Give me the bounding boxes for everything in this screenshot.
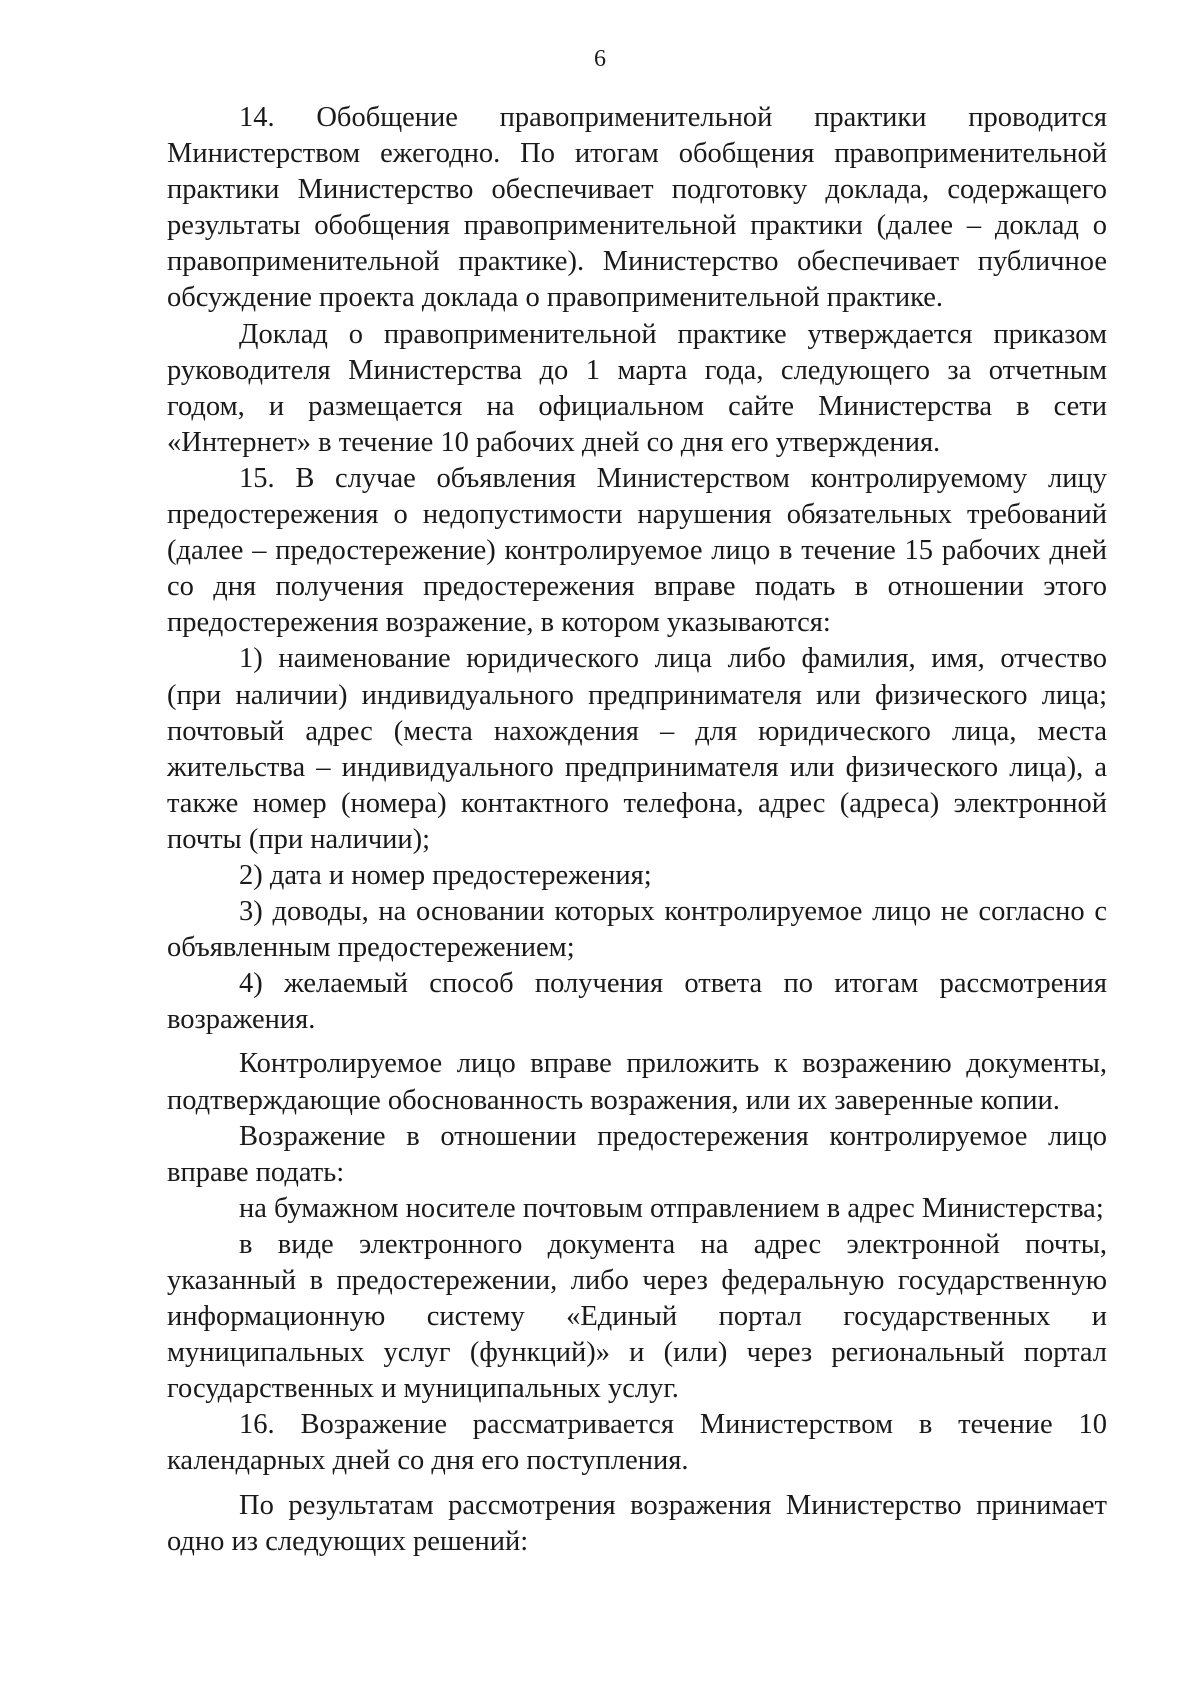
- paragraph-paper-submission: на бумажном носителе почтовым отправлением в адрес Министерства;: [239, 1192, 1104, 1224]
- paragraph-electronic-submission: в виде электронного документа на адрес электронной почты, указанный в предостережении, либо через федеральную государственную информационную систему «Единый портал государственных и муниципальных услуг (функций)» и (или) через региональный портал государственных и муниципальных услуг.: [167, 1228, 1107, 1405]
- paragraph-16-review: 16. Возражение рассматривается Министерством в течение 10 календарных дней со дня его поступления.: [167, 1409, 1107, 1477]
- document-body: [167, 100, 1107, 1560]
- page-number: 6: [594, 46, 606, 72]
- paragraph-objection-submission: Возражение в отношении предостережения контролируемое лицо вправе подать:: [167, 1120, 1107, 1188]
- list-item-4-response-method: 4) желаемый способ получения ответа по итогам рассмотрения возражения.: [167, 968, 1107, 1036]
- paragraph-attach-documents: Контролируемое лицо вправе приложить к возражению документы, подтверждающие обоснованность возражения, или их заверенные копии.: [167, 1048, 1107, 1116]
- paragraph-decisions: По результатам рассмотрения возражения Министерство принимает одно из следующих решений:: [167, 1489, 1107, 1557]
- list-item-1-name-address: 1) наименование юридического лица либо фамилия, имя, отчество (при наличии) индивидуального предпринимателя или физического лица; почтовый адрес (места нахождения – для юридического лица, места жительства – индивидуального предпринимателя или физического лица), а также номер (номера) контактного телефона, адрес (адреса) электронной почты (при наличии);: [167, 643, 1107, 855]
- list-item-3-arguments: 3) доводы, на основании которых контролируемое лицо не согласно с объявленным предостережением;: [167, 896, 1107, 964]
- paragraph-15-objection: 15. В случае объявления Министерством контролируемому лицу предостережения о недопустимости нарушения обязательных требований (далее – предостережение) контролируемое лицо в течение 15 рабочих дней со дня получения предостережения вправе подать в отношении этого предостережения возражение, в котором указываются:: [167, 462, 1107, 639]
- paragraph-report-approval: Доклад о правоприменительной практике утверждается приказом руководителя Министерства до 1 марта года, следующего за отчетным годом, и размещается на официальном сайте Министерства в сети «Интернет» в течение 10 рабочих дней со дня его утверждения.: [167, 318, 1107, 458]
- paragraph-14-generalization: 14. Обобщение правоприменительной практики проводится Министерством ежегодно. По итогам обобщения правоприменительной практики Министерство обеспечивает подготовку доклада, содержащего результаты обобщения правоприменительной практики (далее – доклад о правоприменительной практике). Министерство обеспечивает публичное обсуждение проекта доклада о правоприменительной практике.: [167, 102, 1107, 314]
- list-item-2-date-number: 2) дата и номер предостережения;: [239, 859, 652, 891]
